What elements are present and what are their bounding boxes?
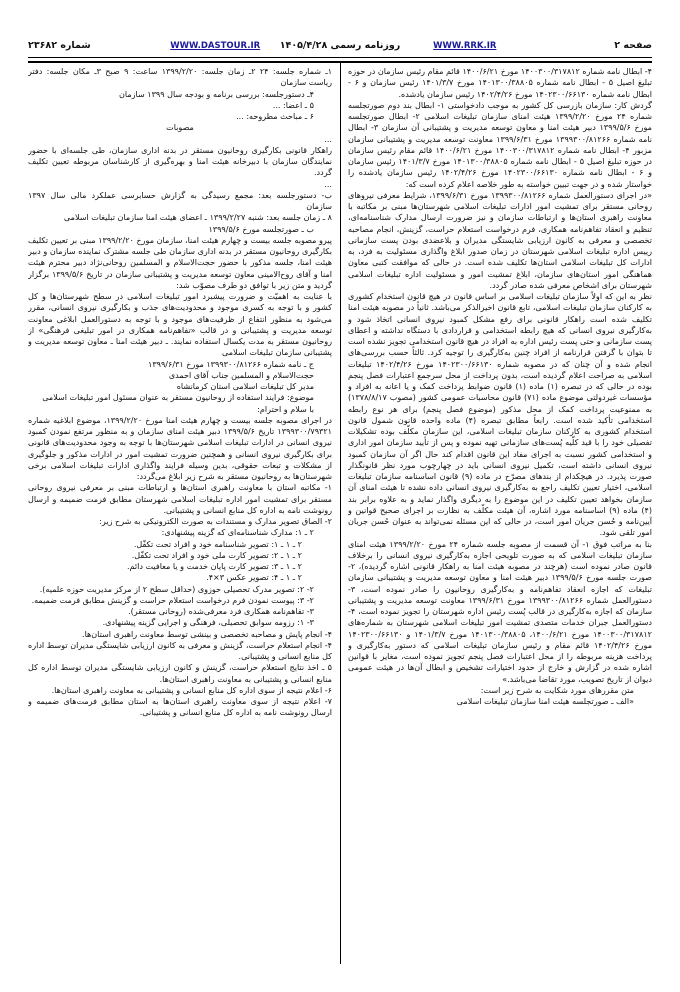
list-item: ۲- ۳: پیوست نمودن فرم درخواست استعلام حراست و گزینش مطابق فرمت ضمیمه. <box>31 595 314 605</box>
meeting-agenda: ۴ـ دستورجلسه: بررسی برنامه و بودجه سال ۱۳۹۹ سازمان <box>118 89 314 99</box>
list-item: ۲ ـ ۱ ـ ۱: تصویر شناسنامه خود و افراد تحت تکفّل. <box>133 539 302 549</box>
list-item: ۴- انجام پایش و مصاحبه تخصصی و بینشی توسط معاونت راهبری استان‌ها. <box>82 629 332 639</box>
ellipsis: ... <box>324 179 332 189</box>
salutation: با سلام و احترام: <box>257 404 314 414</box>
paragraph: ۴- ابطال نامه شماره ۱۴۰۰۳۰۰/۳۱۷۸۱۲ مورخ ۱۴۰۰/۶/۲۱ قائم مقام رئیس سازمان در حوزه تبلیغ اصیل ۵ - ابطال نامه شماره ۱۴۰۱۳۰۰/۳۸۸۰۵ مورخ ۱۴۰۱/۳/۷ رئیس سازمان و ۶ - ابطال نامه شماره ۱۴۰۲۳۰۰/۶۶۱۳۰ مورخ ۱۴۰۲/۴/۲۶ رئیس سازمان یادشده. <box>348 67 652 99</box>
page-number: صفحه ۲ <box>614 39 652 51</box>
paragraph: پیرو مصوبه جلسه بیست و چهارم هیئت امنا، سازمان مورخ ۱۳۹۹/۲/۲۰ مبنی بر تعیین تکلیف بکارگیری روحانیون مستقر در بدنه اداری سازمان طی جلسه مشترک نماینده سازمان و دبیر هیئت امنا، جلسه مذکور با حضور حجت‌الاسلام و المسلمین روحانی‌نژاد دبیر محترم هیئت امنا و آقای روح‌الامینی معاون توسعه مدیریت و پشتیبانی سازمان در تاریخ ۱۳۹۹/۵/۶ برگزار گردید و متن زیر با توافق دو طرف مصوّب شد: <box>28 235 332 290</box>
letter-subject: موضوع: فرایند استفاده از روحانیون مستقر به عنوان مسئول امور تبلیغات اسلامی <box>42 393 314 403</box>
paragraph: نظر به این که اولاً سازمان تبلیغات اسلامی بر اساس قانون در هیچ قانون استخدام کشوری به کارکنان سازمان تبلیغات اسلامی، تابع قانون اخیرالذکر می‌باشد. ثانیاً در مصوبه هیئت امنا تکلیف شده است راهکار قانونی برای رفع مشکل کمبود نیروی انسانی اتخاذ شود و به‌کارگیری نیروی انسانی که هیچ رابطه استخدامی و قراردادی با دستگاه نداشته و اعطای پست سازمانی و حتی پست رئیس اداره به افراد در هیچ قانون استخدامی تجویز نشده است تا بتوان با گرفتن قرارنامه از افراد چنین به‌کارگیری را توجیه کرد. ثالثاً حسب بررسی‌های انجام شده و آن چنان که در مصوبه شماره ۱۴۰۲۳۰۰/۶۶۱۳۰ مورخ ۱۴۰۲/۴/۲۶ تبلیغات اسلامی به صراحت اعلام گردیده است، بدون پرداخت از محل سرجمع اعتبارات فصل پنجم بوده در حالی که در تبصره (۱) ماده (۱) قانون ضوابط پرداخت کمک و یا اعانه به افراد و مؤسسات غیردولتی موضوع ماده (۷۱) قانون محاسبات عمومی کشور (مصوب ۱۳۷۸/۸/۱۷) به ممنوعیت پرداخت کمک از محل مذکور (موضوع فصل پنجم) برای هر نوع رابطه استخدامی تأکید شده است. رابعاً مطابق تبصره (۴) ماده واحده قانون شمول قانون استخدام کشوری به کارکنان سازمان تبلیغات اسلامی، این سازمان مکلّف بوده تشکیلات تفصیلی خود را با قید کلّیه پُست‌های سازمانی تهیه نموده و پس از تأیید سازمان امور اداری و استخدامی کشور نسبت به اجرای مفاد این قانون اقدام کند حال اگر آن سازمان کمبود نیروی انسانی داشته است، تکمیل نیروی انسانی باید در چهارچوب مورد نظر قانونگذار صورت پذیرد. در هیچکدام از بندهای مصرّح در ماده (۹) قانون اساسنامه سازمان تبلیغات اسلامی، اختیار تعیین تکلیف راجع به به‌کارگیری نیروی انسانی داده نشده تا هیئت امنای آن سازمان بخواهد تعیین تکلیف در این موضوع را به دیگری واگذار نماید و به علاوه برابر بند (۴) ماده (۹) اساسنامه مورد اشاره، آن هیئت مکلّف به نظارت بر اجرای صحیح قوانین و آیین‌نامه و حُسن جریان امور است، در حالی که این مسئله نمی‌تواند به عنوان حُسن جریان امور تلقی شود. <box>348 292 652 538</box>
next-agenda: ب- دستورجلسه بعد: مجمع رسیدگی به گزارش حسابرسی عملکرد مالی سال ۱۳۹۷ سازمان <box>28 190 332 211</box>
column-separator <box>340 62 341 964</box>
addressee-title: مدیر کل تبلیغات اسلامی استان کرمانشاه <box>176 382 314 391</box>
list-item: ۲- الصاق تصویر مدارک و مستندات به صورت الکترونیکی به شرح زیر: <box>99 517 332 526</box>
site-link-right[interactable] <box>402 40 527 51</box>
gazette-title: روزنامه رسمی ۱۴۰۵/۴/۲۸ <box>279 39 401 51</box>
paragraph: «الف ـ صورتجلسه هیئت امنا سازمان تبلیغات اسلامی <box>456 697 634 706</box>
approvals-heading: مصوبات <box>166 123 194 133</box>
rrk-link[interactable]: WWW.RRK.IR <box>433 40 497 51</box>
list-item: ۲ ـ ۱ ـ ۲: تصویر کارت ملی خود و افراد تحت تکفّل. <box>131 550 302 560</box>
section-heading: ج ـ نامه شماره ۱۳۹۹۳۰۰/۸۱۲۶۶ مورخ ۱۳۹۹/۶/۳۱ <box>148 359 314 369</box>
right-column <box>348 66 652 962</box>
list-item: ۵ ـ اخذ نتایج استعلام حراست، گزینش و کانون ارزیابی شایستگی مدیران توسط اداره کل منابع انسانی و پشتیبانی به معاونت راهبری استان‌ها. <box>28 663 332 684</box>
list-item: ۷- اعلام نتیجه از سوی معاونت راهبری استان‌ها به استان مطابق فرمت‌های ضمیمه و ارسال رونوشت نامه به اداره کل منابع انسانی و پشتیبانی. <box>28 697 332 718</box>
paragraph: گردش کار: سازمان بازرسی کل کشور به موجب دادخواستی ۱- ابطال بند دوم صورتجلسه شماره ۲۴ مورخ ۱۳۹۹/۲/۲۰ هیئت امنای سازمان تبلیغات اسلامی ۲- ابطال صورتجلسه مورخ ۱۳۹۹/۵/۶ دبیر هیئت امنا و معاون توسعه مدیریت و پشتیبانی آن سازمان ۳- ابطال نامه شماره ۱۳۹۹۳۰۰/۸۱۲۶۶ مورخ ۱۳۹۹/۶/۳۱ معاونت توسعه مدیریت و پشتیبانی سازمان مزبور ۴- ابطال نامه شماره ۱۴۰۰۳۰۰/۳۱۷۸۱۲ مورخ ۱۴۰۰/۶/۲۱ قائم مقام رئیس سازمان در حوزه تبلیغ اصیل ۵ - ابطال نامه شماره ۱۴۰۱۳۰۰/۳۸۸۰۵ مورخ ۱۴۰۱/۳/۷ رئیس سازمان و ۶ - ابطال نامه شماره ۱۴۰۲۳۰۰/۶۶۱۳۰ مورخ ۱۴۰۲/۴/۲۶ رئیس سازمان یادشده را خواستار شده و در جهت تبیین خواسته به طور خلاصه اعلام کرده است که: <box>348 100 652 189</box>
list-item: ۲ ـ ۱ ـ ۳: تصویر کارت پایان خدمت و یا معافیت دائم. <box>127 562 302 571</box>
paragraph: متن مقررهای مورد شکایت به شرح زیر است: <box>480 685 634 695</box>
meeting-topics: ۶ ـ مباحث مطروحه: ... <box>236 112 314 121</box>
list-item: ۱- مکاتبه استان با معاونت راهبری استان‌ها و ارتباطات مبنی بر معرفی نیروی روحانی مستقر برای تمشیت امور اداره تبلیغات اسلامی شهرستان مطابق فرمت ضمیمه و ارسال رونوشت نامه به اداره کل منابع انسانی و پشتیبانی. <box>28 483 332 515</box>
addressee: حجت‌الاسلام و المسلمین جناب آقای احمدی <box>168 370 314 380</box>
meeting-info: ۱ـ شماره جلسه: ۲۴ ۲ـ زمان جلسه: ۱۳۹۹/۲/۲۰ ساعت: ۹ صبح ۳ـ مکان جلسه: دفتر ریاست سازمان <box>28 67 332 88</box>
list-item: ۲ ـ ۱ ـ ۴: تصویر عکس ۳×۴. <box>206 573 302 583</box>
approval-text: راهکار قانونی بکارگیری روحانیون مستقر در بدنه اداری سازمان، طی جلسه‌ای با حضور نمایندگان سازمان با دبیرخانه هیئت امنا و بهره‌گیری از کارشناسان مربوطه تعیین تکلیف گردد. <box>28 145 332 178</box>
left-column <box>28 66 332 962</box>
list-item: ۶- اعلام نتیجه از سوی اداره کل منابع انسانی و پشتیبانی به معاونت راهبری استان‌ها. <box>51 685 332 695</box>
list-item: ۳- تفاهم‌نامه همکاری فرد معرفی‌شده (روحانی مستقر). <box>128 607 314 616</box>
paragraph: بنا به مراتب فوق ۱- آن قسمت از مصوبه جلسه شماره ۲۴ مورخ ۱۳۹۹/۲/۲۰ هیئت امنای سازمان تبلیغات اسلامی که به صورت تلویحی اجازه به‌کارگیری نیروی انسانی را برخلاف قانون صادر نموده است (هرچند در مصوبه هیئت امنا به راهکار قانونی اشاره گردیده)، ۲- صورت جلسه مورخ ۱۳۹۹/۵/۶ دبیر هیئت امنا و معاون توسعه مدیریت و پشتیبانی سازمان تبلیغات که اجازه انعقاد تفاهم‌نامه و به‌کارگیری روحانیون را صادر نموده است، ۳- دستورالعمل شماره ۱۳۹۹۳۰۰/۸۱۲۶۶ مورخ ۱۳۹۹/۶/۳۱ معاونت توسعه مدیریت و پشتیبانی سازمان که اجازه به‌کارگیری در قالب پُست رئیس اداره شهرستان را تجویز نموده است، ۴- دستورالعمل جبران خدمات متصدی تمشیت امور تبلیغات اسلامی شهرستان به شماره‌های ۱۴۰۰۳۰۰/۳۱۷۸۱۲ مورخ ۱۴۰۰/۶/۲۱، ۱۴۰۱۳۰۰/۳۸۸۰۵ مورخ ۱۴۰۱/۳/۷ و ۱۴۰۲۳۰۰/۶۶۱۳۰ مورخ ۱۴۰۲/۴/۲۶ قائم مقام و رئیس سازمان تبلیغات اسلامی که دستور به‌کارگیری و پرداخت هزینه مربوطه را از محل اعتبارات فصل پنجم تجویز نموده است، مغایر با قوانین اشاره شده در گزارش و خارج از حدود اختیارات تشخیص و ابطال آن‌ها در هیئت عمومی دیوان از تاریخ تصویب، مورد تقاضا می‌باشد.» <box>348 539 652 684</box>
list-item: ۳- ۱: رزومه سوابق تحصیلی، فرهنگی و اجرایی گزینه پیشنهادی. <box>102 618 314 628</box>
ellipsis: ... <box>324 134 332 144</box>
paragraph: «در اجرای دستورالعمل شماره ۱۳۹۹۳۰۰/۸۱۲۶۶ مورخ ۱۳۹۹/۶/۳۱، شرایط معرفی نیروهای روحانی مستقر برای تمشیت امور ادارات تبلیغات اسلامی شهرستان‌ها مبنی بر مکاتبه با معاونت راهبری استان‌ها و ارتباطات سازمان و نیز ضرورت ارسال مدارک شناسنامه‌ای، تنظیم و انعقاد تفاهم‌نامه همکاری، فرم درخواست استعلام حراست، گزینش، انجام مصاحبه تخصصی و معرفی به کانون ارزیابی شایستگی مدیران و بلاعضدی بودن پست سازمانی رییس اداره تبلیغات اسلامی شهرستان در زمان صدور ابلاغ واگذاری مسئولیت به فرد، به ادارات کل تبلیغات اسلامی استان‌ها تکلیف شده است. در حالی که موافقت کتبی معاون هماهنگی امور استان‌های سازمان، ابلاغ تمشیت امور و مسئولیت اداره تبلیغات اسلامی شهرستان برای اشخاص معرفی شده صادر گردد. <box>348 190 652 290</box>
list-item: ۲ ـ ۱: مدارک شناسنامه‌ای که گزینه پیشنهادی: <box>161 528 314 538</box>
next-meeting: ۸ ـ زمان جلسه بعد: شنبه ۱۳۹۹/۲/۲۷ ـ اعضای هیئت امنا سازمان تبلیغات اسلامی <box>63 213 332 223</box>
header-rule <box>28 57 652 58</box>
list-item: ۴- انجام استعلام حراست، گزینش و معرفی به کانون ارزیابی شایستگی مدیران توسط اداره کل منابع انسانی و پشتیبانی. <box>28 640 332 661</box>
issue-number: شماره ۲۳۶۸۲ <box>28 39 91 51</box>
page-header <box>28 36 652 54</box>
dastour-link[interactable]: WWW.DASTOUR.IR <box>170 40 261 51</box>
section-heading: ب ـ صورتجلسه مورخ ۱۳۹۹/۵/۶ <box>208 224 314 234</box>
paragraph: در اجرای مصوبه جلسه بیست و چهارم هیئت امنا مورخ ۱۳۹۹/۲/۲۰، موضوع ابلاغیه شماره ۱۳۹۹۳۰۰/۷۹۳۲۱ تاریخ ۱۳۹۹/۵/۶ دبیر هیئت امنای سازمان و به منظور مرتفع نمودن کمبود نیروی انسانی در ادارات تبلیغات اسلامی شهرستان‌ها با توجه به وجود محدودیت‌های قانونی برای بکارگیری نیروی انسانی و همچنین ضرورت تمشیت امور در ادارات مذکور و جلوگیری از مشکلات و تبعات حقوقی، بدین وسیله فرایند واگذاری ادارات تبلیغات اسلامی برخی شهرستان‌ها به روحانیون مستقر به شرح زیر ابلاغ می‌گردد: <box>28 415 332 481</box>
site-link-left[interactable] <box>153 40 278 51</box>
list-item: ۲- ۲: تصویر مدرک تحصیلی حوزوی (حداقل سطح ۲ از مرکز مدیریت حوزه علمیه). <box>39 584 314 594</box>
meeting-members: ۵ ـ اعضا: ... <box>272 100 314 110</box>
paragraph: با عنایت به اهمیّت و ضرورت پیشبرد امور تبلیغات اسلامی در سطح شهرستان‌ها و کل کشور و با توجه به کسری موجود و محدودیت‌های جذب و بکارگیری نیروی انسانی، مقرر می‌شود به منظور انتفاع از ظرفیت‌های موجود و با توجه به دستورالعمل ابلاغی معاونت توسعه مدیریت و پشتیبانی و در قالب «تفاهم‌نامه همکاری در امور تبلیغی فرهنگی» از روحانیون مستقر به مدت یکسال استفاده نمایند. ـ دبیر هیئت امنا ـ معاون توسعه مدیریت و پشتیبانی سازمان تبلیغات اسلامی <box>28 292 332 358</box>
